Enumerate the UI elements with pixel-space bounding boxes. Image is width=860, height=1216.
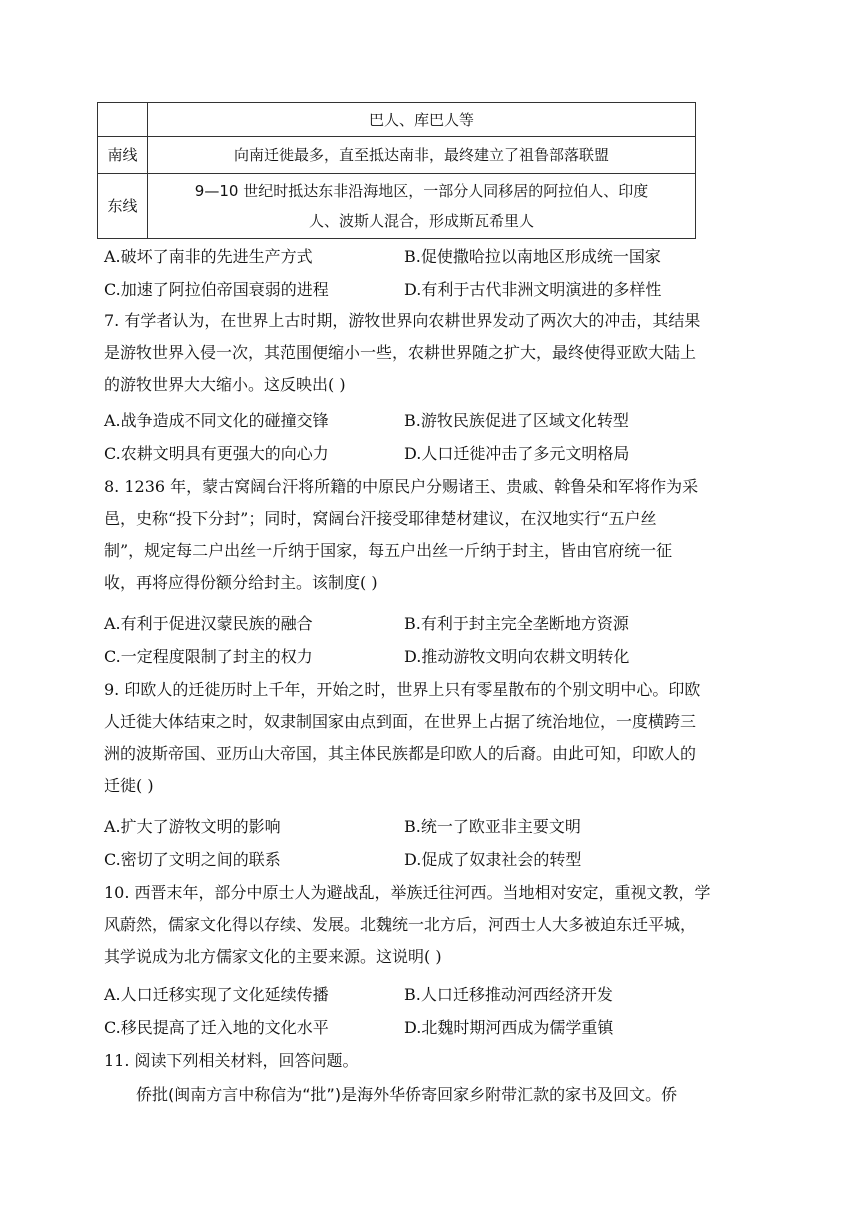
q7-options <box>104 404 764 470</box>
option-a[interactable]: A.人口迁移实现了文化延续传播 <box>104 985 329 1004</box>
option-d[interactable]: D.人口迁徙冲击了多元文明格局 <box>404 444 630 463</box>
question-9 <box>104 674 764 802</box>
option-b[interactable]: B.有利于封主完全垄断地方资源 <box>404 614 629 633</box>
table-row <box>98 174 696 239</box>
q6-options <box>104 240 764 306</box>
question-line: 10. 西晋末年，部分中原士人为避战乱，举族迁往河西。当地相对安定，重视文教，学 <box>104 883 711 902</box>
question-line: 洲的波斯帝国、亚历山大帝国，其主体民族都是印欧人的后裔。由此可知，印欧人的 <box>104 744 697 763</box>
option-b[interactable]: B.促使撒哈拉以南地区形成统一国家 <box>404 247 661 266</box>
migration-table <box>97 102 696 239</box>
option-c[interactable]: C.加速了阿拉伯帝国衰弱的进程 <box>104 280 329 299</box>
question-7 <box>104 305 764 401</box>
question-line: 7. 有学者认为，在世界上古时期，游牧世界向农耕世界发动了两次大的冲击，其结果 <box>104 311 701 330</box>
option-b[interactable]: B.统一了欧亚非主要文明 <box>404 817 581 836</box>
option-b[interactable]: B.游牧民族促进了区域文化转型 <box>404 411 629 430</box>
question-line: 其学说成为北方儒家文化的主要来源。这说明( ) <box>104 947 442 966</box>
question-line: 的游牧世界大大缩小。这反映出( ) <box>104 375 346 394</box>
table-content-line: 9—10 世纪时抵达东非沿海地区，一部分人同移居的阿拉伯人、印度 <box>194 182 649 200</box>
table-row <box>98 137 696 174</box>
table-content-cell: 巴人、库巴人等 <box>148 103 696 137</box>
question-line: 制”，规定每二户出丝一斤纳于国家，每五户出丝一斤纳于封主，皆由官府统一征 <box>104 541 673 560</box>
table-content-cell <box>148 174 696 239</box>
table-label-cell: 东线 <box>98 174 148 239</box>
table-label-cell: 南线 <box>98 137 148 174</box>
option-d[interactable]: D.推动游牧文明向农耕文明转化 <box>404 647 630 666</box>
table-content-line: 人、波斯人混合，形成斯瓦希里人 <box>308 212 534 230</box>
q9-options <box>104 810 764 876</box>
question-line: 是游牧世界入侵一次，其范围便缩小一些，农耕世界随之扩大，最终使得亚欧大陆上 <box>104 343 697 362</box>
table-label-cell <box>98 103 148 137</box>
table-content-cell: 向南迁徙最多，直至抵达南非，最终建立了祖鲁部落联盟 <box>148 137 696 174</box>
question-10 <box>104 877 764 973</box>
q8-options <box>104 607 764 673</box>
option-c[interactable]: C.农耕文明具有更强大的向心力 <box>104 444 329 463</box>
question-line: 收，再将应得份额分给封主。该制度( ) <box>104 573 378 592</box>
question-line: 8. 1236 年，蒙古窝阔台汗将所籍的中原民户分赐诸王、贵戚、斡鲁朵和军将作为采 <box>104 477 699 496</box>
question-line: 迁徙( ) <box>104 776 154 795</box>
option-b[interactable]: B.人口迁移推动河西经济开发 <box>404 985 613 1004</box>
option-a[interactable]: A.扩大了游牧文明的影响 <box>104 817 281 836</box>
option-c[interactable]: C.移民提高了迁入地的文化水平 <box>104 1018 329 1037</box>
option-a[interactable]: A.有利于促进汉蒙民族的融合 <box>104 614 313 633</box>
question-line: 邑，史称“投下分封”；同时，窝阔台汗接受耶律楚材建议，在汉地实行“五户丝 <box>104 509 657 528</box>
question-8 <box>104 471 764 599</box>
option-c[interactable]: C.一定程度限制了封主的权力 <box>104 647 313 666</box>
question-line: 人迁徙大体结束之时，奴隶制国家由点到面，在世界上占据了统治地位，一度横跨三 <box>104 712 697 731</box>
q10-options <box>104 978 764 1044</box>
option-d[interactable]: D.促成了奴隶社会的转型 <box>404 850 582 869</box>
material-paragraph: 侨批(闽南方言中称信为“批”)是海外华侨寄回家乡附带汇款的家书及回文。侨 <box>136 1085 678 1104</box>
question-line: 9. 印欧人的迁徙历时上千年，开始之时，世界上只有零星散布的个别文明中心。印欧 <box>104 680 701 699</box>
question-11-title: 11. 阅读下列相关材料，回答问题。 <box>104 1051 359 1070</box>
table-row <box>98 103 696 137</box>
option-c[interactable]: C.密切了文明之间的联系 <box>104 850 281 869</box>
option-d[interactable]: D.有利于古代非洲文明演进的多样性 <box>404 280 662 299</box>
option-a[interactable]: A.破坏了南非的先进生产方式 <box>104 247 313 266</box>
option-d[interactable]: D.北魏时期河西成为儒学重镇 <box>404 1018 614 1037</box>
option-a[interactable]: A.战争造成不同文化的碰撞交锋 <box>104 411 329 430</box>
question-line: 风蔚然，儒家文化得以存续、发展。北魏统一北方后，河西士人大多被迫东迁平城， <box>104 915 697 934</box>
